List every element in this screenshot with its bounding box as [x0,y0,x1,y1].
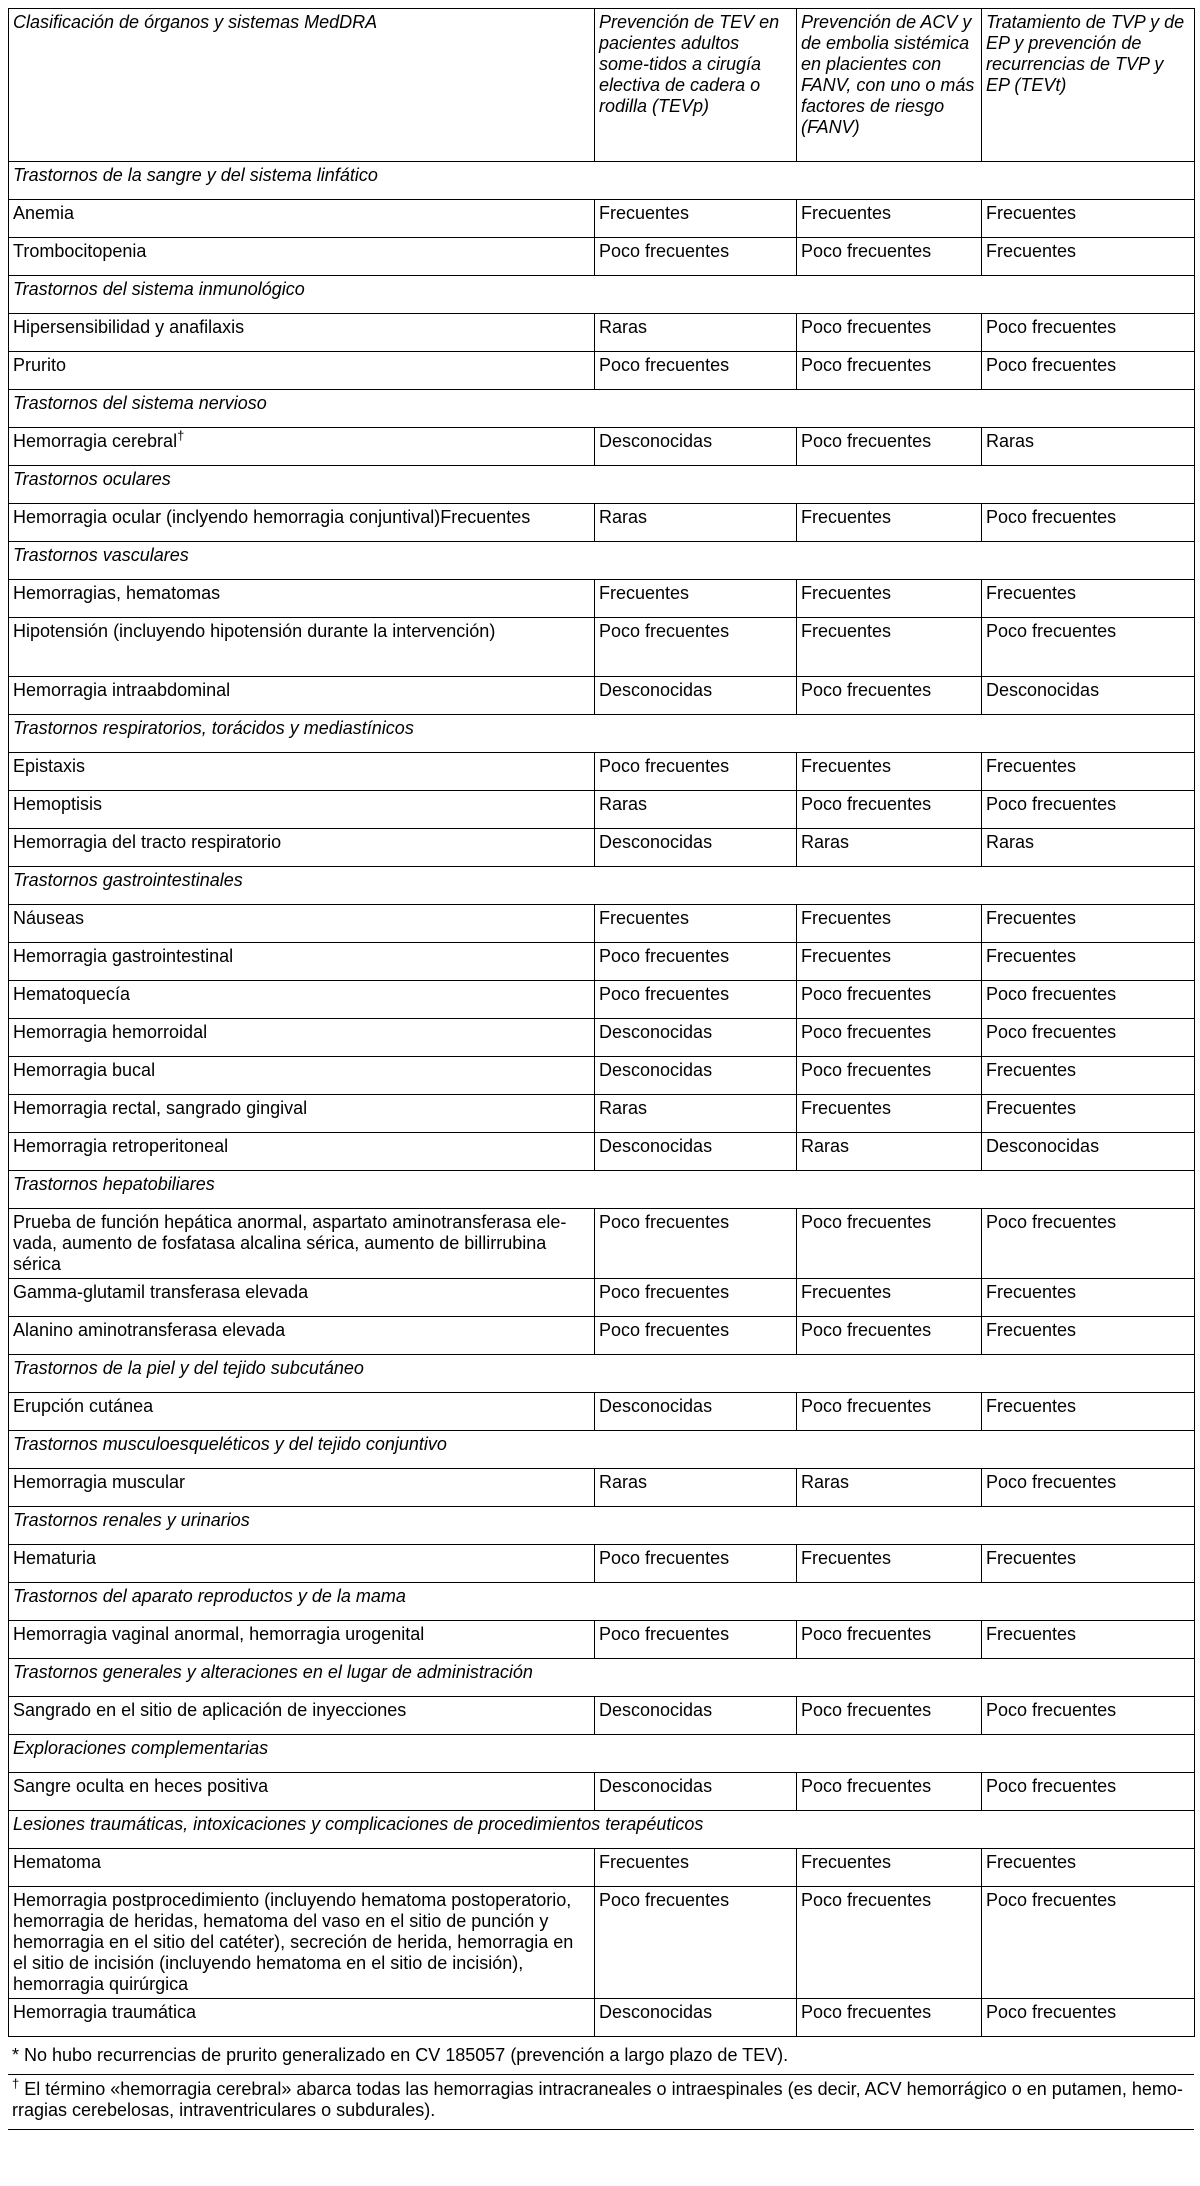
table-row [9,238,1195,276]
table-row [9,352,1195,390]
frequency-cell: Poco frecuentes [595,753,797,791]
footnote-dagger [8,2075,1194,2130]
frequency-cell: Poco frecuentes [982,791,1195,829]
table-row [9,1545,1195,1583]
frequency-cell: Poco frecuentes [797,1621,982,1659]
header-tevt: Tratamiento de TVP y de EP y prevención de recurrencias de TVP y EP (TEVt) [982,9,1195,162]
term-cell [9,1393,595,1431]
frequency-cell: Frecuentes [595,200,797,238]
frequency-cell: Frecuentes [595,905,797,943]
frequency-cell: Desconocidas [595,829,797,867]
frequency-cell: Frecuentes [982,580,1195,618]
frequency-cell: Frecuentes [982,1545,1195,1583]
term-text: Trombocitopenia [13,241,147,261]
frequency-cell: Poco frecuentes [797,981,982,1019]
group-row [9,466,1195,504]
term-cell [9,1999,595,2037]
frequency-cell: Poco frecuentes [797,1019,982,1057]
term-text: Hematoma [13,1852,102,1872]
group-title: Trastornos respiratorios, torácidos y mediastínicos [9,715,1195,753]
frequency-cell: Frecuentes [595,580,797,618]
frequency-cell: Desconocidas [595,677,797,715]
group-title: Trastornos gastrointestinales [9,867,1195,905]
group-title: Trastornos generales y alteraciones en el lugar de administración [9,1659,1195,1697]
group-title: Trastornos hepatobiliares [9,1171,1195,1209]
frequency-cell: Poco frecuentes [595,1621,797,1659]
frequency-cell: Frecuentes [982,1279,1195,1317]
group-row [9,1507,1195,1545]
table-row [9,1999,1195,2037]
term-cell [9,352,595,390]
term-text: Hemorragia gastrointestinal [13,946,234,966]
term-text: Sangrado en el sitio de aplicación de inyecciones [13,1700,407,1720]
frequency-cell: Poco frecuentes [982,1773,1195,1811]
frequency-cell: Frecuentes [797,1279,982,1317]
table-row [9,1697,1195,1735]
frequency-cell: Poco frecuentes [595,1209,797,1279]
group-row [9,162,1195,200]
term-cell [9,791,595,829]
term-text: Hemoptisis [13,794,103,814]
term-text: Hemorragia ocular (inclyendo hemorragia conjuntival)Frecuentes [13,507,531,527]
frequency-cell: Frecuentes [982,905,1195,943]
group-title: Trastornos del sistema nervioso [9,390,1195,428]
table-row [9,753,1195,791]
frequency-cell: Frecuentes [982,1393,1195,1431]
frequency-cell: Frecuentes [982,753,1195,791]
frequency-cell: Desconocidas [595,1999,797,2037]
frequency-cell: Poco frecuentes [797,1773,982,1811]
table-row [9,1849,1195,1887]
table-row [9,981,1195,1019]
term-cell [9,829,595,867]
frequency-cell: Desconocidas [595,1133,797,1171]
frequency-cell: Poco frecuentes [797,238,982,276]
term-text: Gamma-glutamil transferasa elevada [13,1282,309,1302]
term-text: Hipersensibilidad y anafilaxis [13,317,245,337]
frequency-cell: Raras [797,829,982,867]
frequency-cell: Poco frecuentes [797,1393,982,1431]
footnote-dagger-text: El término «hemorragia cerebral» abarca todas las hemorragias intracraneales o intraespinales (es decir, ACV hemorrágico o en putamen, hemo-rragias cerebelosas, intraventriculares o subdurales). [12,2079,1183,2120]
table-row [9,618,1195,677]
group-row [9,1811,1195,1849]
frequency-cell: Frecuentes [982,943,1195,981]
frequency-cell: Frecuentes [982,1621,1195,1659]
term-cell [9,1133,595,1171]
frequency-cell: Poco frecuentes [595,238,797,276]
table-row [9,314,1195,352]
frequency-cell: Poco frecuentes [595,352,797,390]
frequency-cell: Desconocidas [595,1697,797,1735]
group-title: Trastornos de la sangre y del sistema linfático [9,162,1195,200]
term-cell [9,200,595,238]
term-cell [9,1279,595,1317]
term-cell [9,618,595,677]
frequency-cell: Raras [982,428,1195,466]
term-cell [9,1209,595,1279]
frequency-cell: Poco frecuentes [982,352,1195,390]
frequency-cell: Raras [797,1469,982,1507]
frequency-cell: Frecuentes [982,1317,1195,1355]
term-cell [9,1849,595,1887]
group-title: Trastornos del sistema inmunológico [9,276,1195,314]
table-row [9,829,1195,867]
term-text: Hemorragia vaginal anormal, hemorragia urogenital [13,1624,425,1644]
table-row [9,791,1195,829]
dagger-mark: † [177,428,185,443]
term-text: Hematuria [13,1548,97,1568]
term-cell [9,677,595,715]
term-text: Hemorragia muscular [13,1472,186,1492]
frequency-cell: Poco frecuentes [595,1317,797,1355]
term-text: Alanino aminotransferasa elevada [13,1320,286,1340]
term-cell [9,1317,595,1355]
header-soc: Clasificación de órganos y sistemas MedDRA [9,9,595,162]
frequency-cell: Poco frecuentes [797,1999,982,2037]
term-cell [9,1057,595,1095]
frequency-cell: Poco frecuentes [982,1019,1195,1057]
group-row [9,1355,1195,1393]
frequency-cell: Frecuentes [797,753,982,791]
frequency-cell: Frecuentes [982,200,1195,238]
frequency-cell: Poco frecuentes [595,943,797,981]
term-text: Sangre oculta en heces positiva [13,1776,269,1796]
frequency-cell: Poco frecuentes [797,1057,982,1095]
term-text: Hemorragia traumática [13,2002,197,2022]
term-text: Prueba de función hepática anormal, aspartato aminotransferasa ele-vada, aumento de fosfatasa alcalina sérica, aumento de billirrubina sérica [13,1212,567,1274]
table-row [9,200,1195,238]
frequency-cell: Frecuentes [982,238,1195,276]
frequency-cell: Raras [595,791,797,829]
frequency-cell: Raras [595,1095,797,1133]
term-text: Hemorragia bucal [13,1060,156,1080]
table-row [9,504,1195,542]
table-row [9,580,1195,618]
term-cell [9,1773,595,1811]
frequency-cell: Raras [595,504,797,542]
frequency-cell: Poco frecuentes [982,504,1195,542]
frequency-cell: Poco frecuentes [982,314,1195,352]
group-title: Trastornos vasculares [9,542,1195,580]
frequency-cell: Raras [797,1133,982,1171]
frequency-cell: Poco frecuentes [797,428,982,466]
frequency-cell: Poco frecuentes [797,1209,982,1279]
frequency-cell: Frecuentes [595,1849,797,1887]
table-row [9,1393,1195,1431]
group-row [9,1735,1195,1773]
term-text: Anemia [13,203,75,223]
frequency-cell: Poco frecuentes [595,1887,797,1999]
frequency-cell: Desconocidas [982,1133,1195,1171]
table-row [9,1887,1195,1999]
term-cell [9,1697,595,1735]
term-cell [9,753,595,791]
group-row [9,1431,1195,1469]
frequency-cell: Frecuentes [797,943,982,981]
group-row [9,390,1195,428]
term-cell [9,238,595,276]
term-cell [9,504,595,542]
term-text: Hematoquecía [13,984,131,1004]
frequency-cell: Poco frecuentes [595,981,797,1019]
frequency-cell: Poco frecuentes [982,1999,1195,2037]
group-title: Trastornos oculares [9,466,1195,504]
frequency-cell: Frecuentes [797,200,982,238]
term-cell [9,981,595,1019]
table-row [9,1019,1195,1057]
frequency-cell: Poco frecuentes [982,981,1195,1019]
term-text: Hemorragias, hematomas [13,583,221,603]
table-row [9,428,1195,466]
frequency-cell: Frecuentes [797,580,982,618]
frequency-cell: Poco frecuentes [595,618,797,677]
frequency-cell: Desconocidas [982,677,1195,715]
term-cell [9,314,595,352]
term-cell [9,1545,595,1583]
group-row [9,1171,1195,1209]
term-text: Hemorragia intraabdominal [13,680,231,700]
frequency-cell: Poco frecuentes [595,1545,797,1583]
frequency-cell: Poco frecuentes [797,314,982,352]
frequency-cell: Frecuentes [982,1095,1195,1133]
frequency-cell: Desconocidas [595,1393,797,1431]
table-row [9,943,1195,981]
frequency-cell: Raras [595,1469,797,1507]
term-cell [9,1095,595,1133]
term-text: Hemorragia rectal, sangrado gingival [13,1098,308,1118]
group-row [9,1583,1195,1621]
term-text: Hemorragia del tracto respiratorio [13,832,282,852]
term-text: Hemorragia cerebral [13,431,178,451]
table-row [9,1133,1195,1171]
term-text: Hipotensión (incluyendo hipotensión durante la intervención) [13,621,496,641]
group-title: Trastornos renales y urinarios [9,1507,1195,1545]
term-text: Hemorragia postprocedimiento (incluyendo hematoma postoperatorio, hemorragia de heridas, hematoma del vaso en el sitio de punción y hemorragia en el sitio del catéter), secreción de herida, hemorragia en el sitio de incisión (incluyendo hematoma en el sitio de incisión), hemorragia quirúrgica [13,1890,574,1994]
footnote-asterisk: * No hubo recurrencias de prurito generalizado en CV 185057 (prevención a largo plazo de TEV). [8,2037,1194,2075]
frequency-cell: Frecuentes [797,504,982,542]
table-row [9,1317,1195,1355]
term-text: Prurito [13,355,67,375]
frequency-cell: Desconocidas [595,1057,797,1095]
table-row [9,1095,1195,1133]
frequency-cell: Frecuentes [982,1849,1195,1887]
term-text: Náuseas [13,908,85,928]
header-fanv: Prevención de ACV y de embolia sistémica en placientes con FANV, con uno o más factores de riesgo (FANV) [797,9,982,162]
frequency-cell: Poco frecuentes [797,791,982,829]
frequency-cell: Poco frecuentes [797,352,982,390]
term-text: Hemorragia hemorroidal [13,1022,208,1042]
group-title: Trastornos del aparato reproductos y de la mama [9,1583,1195,1621]
document [8,8,1194,2130]
term-cell [9,905,595,943]
table-row [9,1773,1195,1811]
frequency-cell: Frecuentes [797,1849,982,1887]
term-text: Epistaxis [13,756,86,776]
frequency-cell: Raras [982,829,1195,867]
frequency-cell: Frecuentes [797,618,982,677]
frequency-cell: Poco frecuentes [982,1209,1195,1279]
table-row [9,1279,1195,1317]
term-cell [9,428,595,466]
dagger-mark: † [12,2076,20,2091]
frequency-cell: Poco frecuentes [797,1887,982,1999]
term-cell [9,943,595,981]
frequency-cell: Poco frecuentes [982,1469,1195,1507]
frequency-cell: Frecuentes [982,1057,1195,1095]
group-row [9,276,1195,314]
table-row [9,1209,1195,1279]
term-cell [9,580,595,618]
frequency-cell: Poco frecuentes [797,677,982,715]
group-row [9,1659,1195,1697]
group-title: Trastornos musculoesqueléticos y del tejido conjuntivo [9,1431,1195,1469]
table-row [9,677,1195,715]
frequency-cell: Desconocidas [595,1019,797,1057]
adverse-reactions-table [8,8,1195,2037]
footnotes [8,2037,1194,2130]
group-row [9,715,1195,753]
group-title: Lesiones traumáticas, intoxicaciones y complicaciones de procedimientos terapéuticos [9,1811,1195,1849]
term-text: Hemorragia retroperitoneal [13,1136,229,1156]
term-cell [9,1621,595,1659]
term-cell [9,1019,595,1057]
group-row [9,542,1195,580]
table-row [9,1621,1195,1659]
frequency-cell: Frecuentes [797,1545,982,1583]
term-text: Erupción cutánea [13,1396,154,1416]
frequency-cell: Poco frecuentes [982,1697,1195,1735]
table-row [9,1057,1195,1095]
frequency-cell: Poco frecuentes [797,1697,982,1735]
frequency-cell: Poco frecuentes [595,1279,797,1317]
header-tevp: Prevención de TEV en pacientes adultos some-tidos a cirugía electiva de cadera o rodilla (TEVp) [595,9,797,162]
term-cell [9,1887,595,1999]
group-row [9,867,1195,905]
frequency-cell: Desconocidas [595,1773,797,1811]
frequency-cell: Poco frecuentes [982,1887,1195,1999]
frequency-cell: Poco frecuentes [797,1317,982,1355]
term-cell [9,1469,595,1507]
frequency-cell: Raras [595,314,797,352]
table-row [9,1469,1195,1507]
frequency-cell: Poco frecuentes [982,618,1195,677]
table-row [9,905,1195,943]
table-header-row [9,9,1195,162]
frequency-cell: Desconocidas [595,428,797,466]
group-title: Exploraciones complementarias [9,1735,1195,1773]
frequency-cell: Frecuentes [797,1095,982,1133]
table-body [9,162,1195,2037]
group-title: Trastornos de la piel y del tejido subcutáneo [9,1355,1195,1393]
frequency-cell: Frecuentes [797,905,982,943]
